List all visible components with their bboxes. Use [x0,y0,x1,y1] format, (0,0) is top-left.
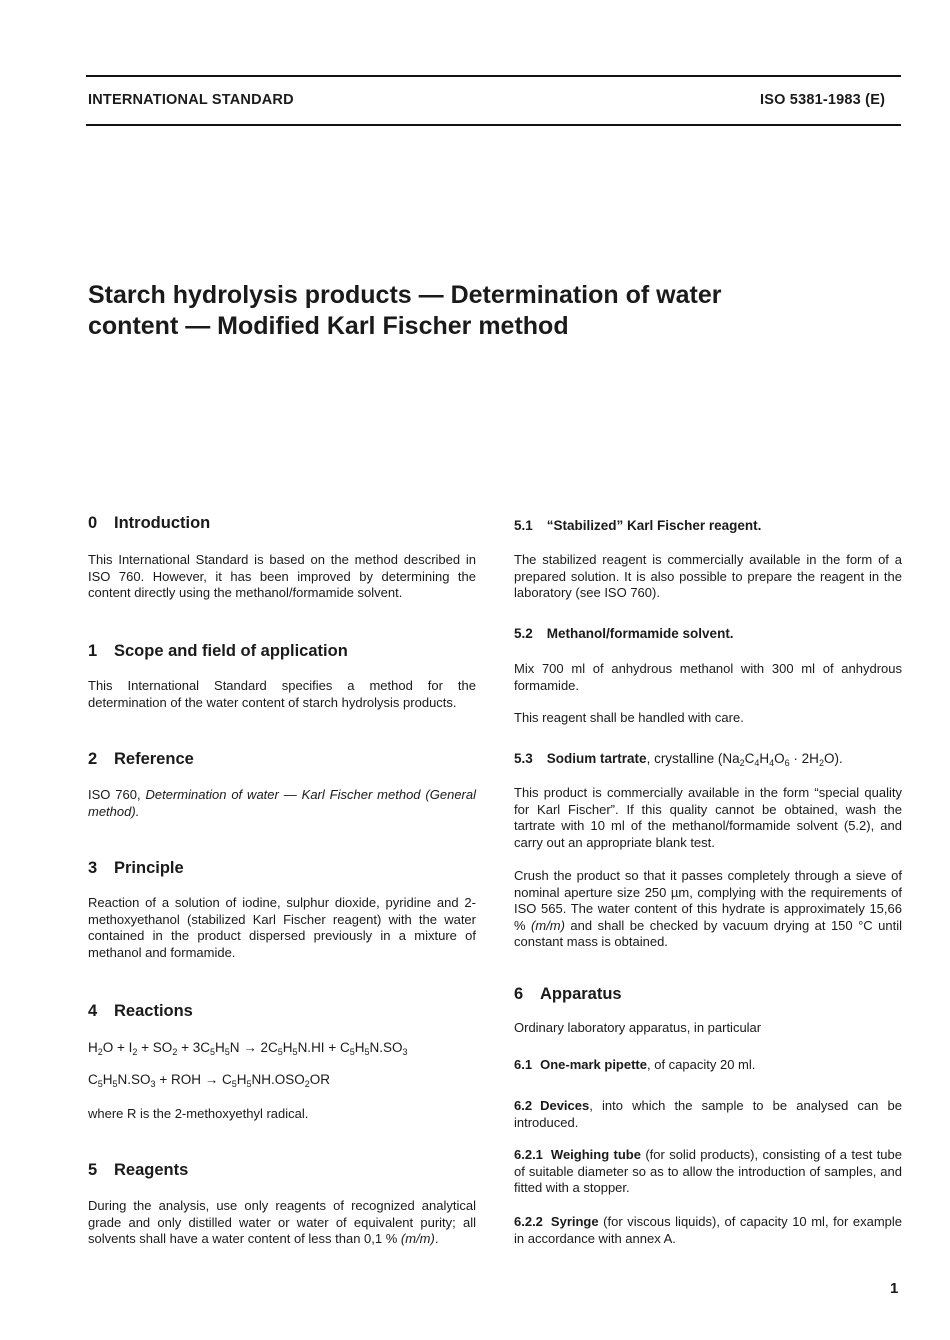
section-0-heading: 0 Introduction [88,514,211,532]
section-5-1-heading: 5.1 “Stabilized” Karl Fischer reagent. [514,518,762,533]
section-2-heading: 2 Reference [88,750,194,768]
reaction-equation-1: $H_2O + I_2 + SO_2 + 3C_5H_5N \to 2C_5H_5N.HI + C_5H_5N.SO_3$ [88,1040,408,1057]
reaction-note: where R is the 2-methoxyethyl radical. [88,1106,309,1121]
top-rule [86,75,901,77]
header-rule [86,124,901,126]
section-3-text: Reaction of a solution of iodine, sulphur dioxide, pyridine and 2-methoxyethanol (stabilized Karl Fischer reagent) with the water contained in the product dispersed previously in a mixture of methanol and formamide. [88,895,476,960]
section-5-heading: 5 Reagents [88,1161,189,1179]
section-5-2-note: This reagent shall be handled with care. [514,710,744,725]
section-3-heading: 3 Principle [88,859,184,877]
page-title [88,280,908,342]
section-1-text: This International Standard specifies a method for the determination of the water content of starch hydrolysis products. [88,678,476,710]
section-6-text: Ordinary laboratory apparatus, in particular [514,1020,762,1035]
page-number: 1 [890,1280,899,1297]
section-6-1: 6.1 One-mark pipette, of capacity 20 ml. [514,1057,756,1072]
section-6-2-2: 6.2.2 Syringe (for viscous liquids), of capacity 10 ml, for example in accordance with annex A. [514,1214,902,1246]
section-1-heading: 1 Scope and field of application [88,642,348,660]
title-line-1: Starch hydrolysis products — Determination of water [88,281,722,309]
section-5-2-text: Mix 700 ml of anhydrous methanol with 300 ml of anhydrous formamide. [514,661,902,693]
header-right: ISO 5381-1983 (E) [760,92,886,108]
reaction-equation-2: $C_5H_5N.SO_3$ + ROH → $C_5H_5NH.OSO_2OR$ [88,1072,331,1089]
title-line-2: content — Modified Karl Fischer method [88,312,569,340]
section-6-2: 6.2 Devices, into which the sample to be analysed can be introduced. [514,1098,902,1130]
section-5-3-heading: 5.3 Sodium tartrate, crystalline $(Na_2C_4H_4O_6 \cdot 2H_2O)$. [514,751,843,768]
section-5-3-text-1: This product is commercially available in the form “special quality for Karl Fischer”. If this quality cannot be obtained, wash the tartrate with 10 ml of the methanol/formamide solvent (5.2), and carry out an appropriate blank test. [514,785,902,850]
section-5-3-text-2: Crush the product so that it passes completely through a sieve of nominal aperture size 250 µm, complying with the requirements of ISO 565. The water content of this hydrate is approximately 15,66 % (m/m) and shall be checked by vacuum drying at 150 °C until constant mass is obtained. [514,868,902,949]
section-6-heading: 6 Apparatus [514,985,622,1003]
section-4-heading: 4 Reactions [88,1002,193,1020]
section-5-text: During the analysis, use only reagents of recognized analytical grade and only distilled water or water of equivalent purity; all solvents shall have a water content of less than 0,1 % (m/m). [88,1198,476,1246]
header-left: INTERNATIONAL STANDARD [88,92,294,108]
section-2-reference: ISO 760, Determination of water — Karl Fischer method (General method). [88,787,477,819]
section-5-2-heading: 5.2 Methanol/formamide solvent. [514,626,734,641]
section-0-text: This International Standard is based on the method described in ISO 760. However, it has been improved by determining the content directly using the methanol/formamide solvent. [88,552,476,600]
section-6-2-1: 6.2.1 Weighing tube (for solid products), consisting of a test tube of suitable diameter so as to allow the introduction of samples, and fitted with a stopper. [514,1147,902,1195]
section-5-1-text: The stabilized reagent is commercially available in the form of a prepared solution. It is also possible to prepare the reagent in the laboratory (see ISO 760). [514,552,902,600]
